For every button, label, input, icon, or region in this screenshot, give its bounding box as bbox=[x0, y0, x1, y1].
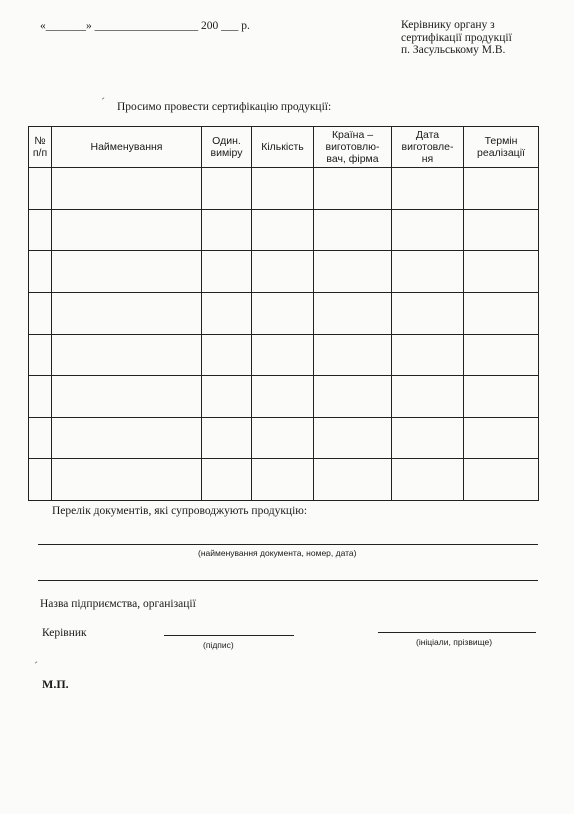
col-header-expiry: Термін реалізації bbox=[464, 127, 539, 168]
table-cell[interactable] bbox=[52, 292, 202, 334]
table-cell[interactable] bbox=[314, 292, 392, 334]
table-cell[interactable] bbox=[29, 459, 52, 501]
documents-line-2 bbox=[38, 580, 538, 581]
table-cell[interactable] bbox=[392, 292, 464, 334]
table-cell[interactable] bbox=[202, 417, 252, 459]
table-cell[interactable] bbox=[252, 417, 314, 459]
initials-line bbox=[378, 632, 536, 633]
date-line: «_______» __________________ 200 ___ р. bbox=[40, 20, 250, 32]
table-cell[interactable] bbox=[29, 292, 52, 334]
table-cell[interactable] bbox=[202, 292, 252, 334]
pen-mark: ˊ bbox=[101, 95, 105, 109]
table-cell[interactable] bbox=[29, 334, 52, 376]
col-header-manufacture-date: Дата виготовле- ня bbox=[392, 127, 464, 168]
table-cell[interactable] bbox=[314, 459, 392, 501]
intro-text: Просимо провести сертифікацію продукції: bbox=[117, 101, 332, 113]
table-cell[interactable] bbox=[252, 334, 314, 376]
table-cell[interactable] bbox=[392, 251, 464, 293]
table-cell[interactable] bbox=[29, 417, 52, 459]
table-cell[interactable] bbox=[464, 292, 539, 334]
table-cell[interactable] bbox=[392, 376, 464, 418]
table-cell[interactable] bbox=[464, 417, 539, 459]
addressee-line: сертифікації продукції bbox=[401, 31, 512, 44]
table-cell[interactable] bbox=[202, 209, 252, 251]
table-cell[interactable] bbox=[202, 168, 252, 210]
table-row bbox=[29, 376, 539, 418]
table-cell[interactable] bbox=[29, 168, 52, 210]
addressee-line: п. Засульському М.В. bbox=[401, 44, 506, 56]
col-header-number: № п/п bbox=[29, 127, 52, 168]
table-cell[interactable] bbox=[29, 251, 52, 293]
table-cell[interactable] bbox=[29, 376, 52, 418]
table-cell[interactable] bbox=[52, 251, 202, 293]
table-cell[interactable] bbox=[314, 376, 392, 418]
table-cell[interactable] bbox=[252, 376, 314, 418]
table-cell[interactable] bbox=[464, 209, 539, 251]
table-cell[interactable] bbox=[29, 209, 52, 251]
col-header-name: Найменування bbox=[52, 127, 202, 168]
table-cell[interactable] bbox=[252, 459, 314, 501]
head-label: Керівник bbox=[42, 627, 87, 639]
table-row bbox=[29, 334, 539, 376]
table-row bbox=[29, 209, 539, 251]
table-cell[interactable] bbox=[464, 168, 539, 210]
table-header-row bbox=[29, 127, 539, 168]
table-row bbox=[29, 292, 539, 334]
initials-caption: (ініціали, прізвище) bbox=[416, 637, 493, 647]
table-cell[interactable] bbox=[392, 168, 464, 210]
table-cell[interactable] bbox=[252, 209, 314, 251]
col-header-quantity: Кількість bbox=[252, 127, 314, 168]
col-header-unit: Один. виміру bbox=[202, 127, 252, 168]
documents-label: Перелік документів, які супроводжують продукцію: bbox=[52, 505, 308, 517]
table-cell[interactable] bbox=[202, 251, 252, 293]
table-cell[interactable] bbox=[464, 376, 539, 418]
table-cell[interactable] bbox=[202, 376, 252, 418]
table-cell[interactable] bbox=[464, 459, 539, 501]
table-row bbox=[29, 251, 539, 293]
documents-caption: (найменування документа, номер, дата) bbox=[198, 548, 357, 558]
table-cell[interactable] bbox=[202, 459, 252, 501]
table-cell[interactable] bbox=[202, 334, 252, 376]
stamp-label: М.П. bbox=[42, 677, 69, 691]
signature-line bbox=[164, 635, 294, 636]
table-cell[interactable] bbox=[52, 459, 202, 501]
table-cell[interactable] bbox=[314, 209, 392, 251]
table-cell[interactable] bbox=[52, 168, 202, 210]
table-cell[interactable] bbox=[392, 417, 464, 459]
table-cell[interactable] bbox=[252, 168, 314, 210]
addressee-line: Керівнику органу з bbox=[401, 19, 495, 31]
table-row bbox=[29, 459, 539, 501]
table-cell[interactable] bbox=[464, 251, 539, 293]
table-cell[interactable] bbox=[314, 251, 392, 293]
signature-caption: (підпис) bbox=[203, 640, 234, 650]
table-cell[interactable] bbox=[52, 334, 202, 376]
table-cell[interactable] bbox=[392, 459, 464, 501]
col-header-country-manufacturer: Країна – виготовлю- вач, фірма bbox=[314, 127, 392, 168]
table-cell[interactable] bbox=[314, 168, 392, 210]
table-cell[interactable] bbox=[252, 251, 314, 293]
table-cell[interactable] bbox=[52, 209, 202, 251]
table-body bbox=[29, 168, 539, 501]
table-row bbox=[29, 417, 539, 459]
table-cell[interactable] bbox=[392, 209, 464, 251]
table-cell[interactable] bbox=[52, 376, 202, 418]
documents-line bbox=[38, 544, 538, 545]
table-cell[interactable] bbox=[52, 417, 202, 459]
pen-mark: ˊ bbox=[34, 659, 38, 673]
organization-label: Назва підприємства, організації bbox=[40, 598, 196, 610]
addressee-block bbox=[401, 19, 512, 57]
table-row bbox=[29, 168, 539, 210]
table-cell[interactable] bbox=[392, 334, 464, 376]
table-cell[interactable] bbox=[314, 334, 392, 376]
products-table bbox=[28, 126, 539, 501]
table-cell[interactable] bbox=[314, 417, 392, 459]
table-cell[interactable] bbox=[464, 334, 539, 376]
table-cell[interactable] bbox=[252, 292, 314, 334]
